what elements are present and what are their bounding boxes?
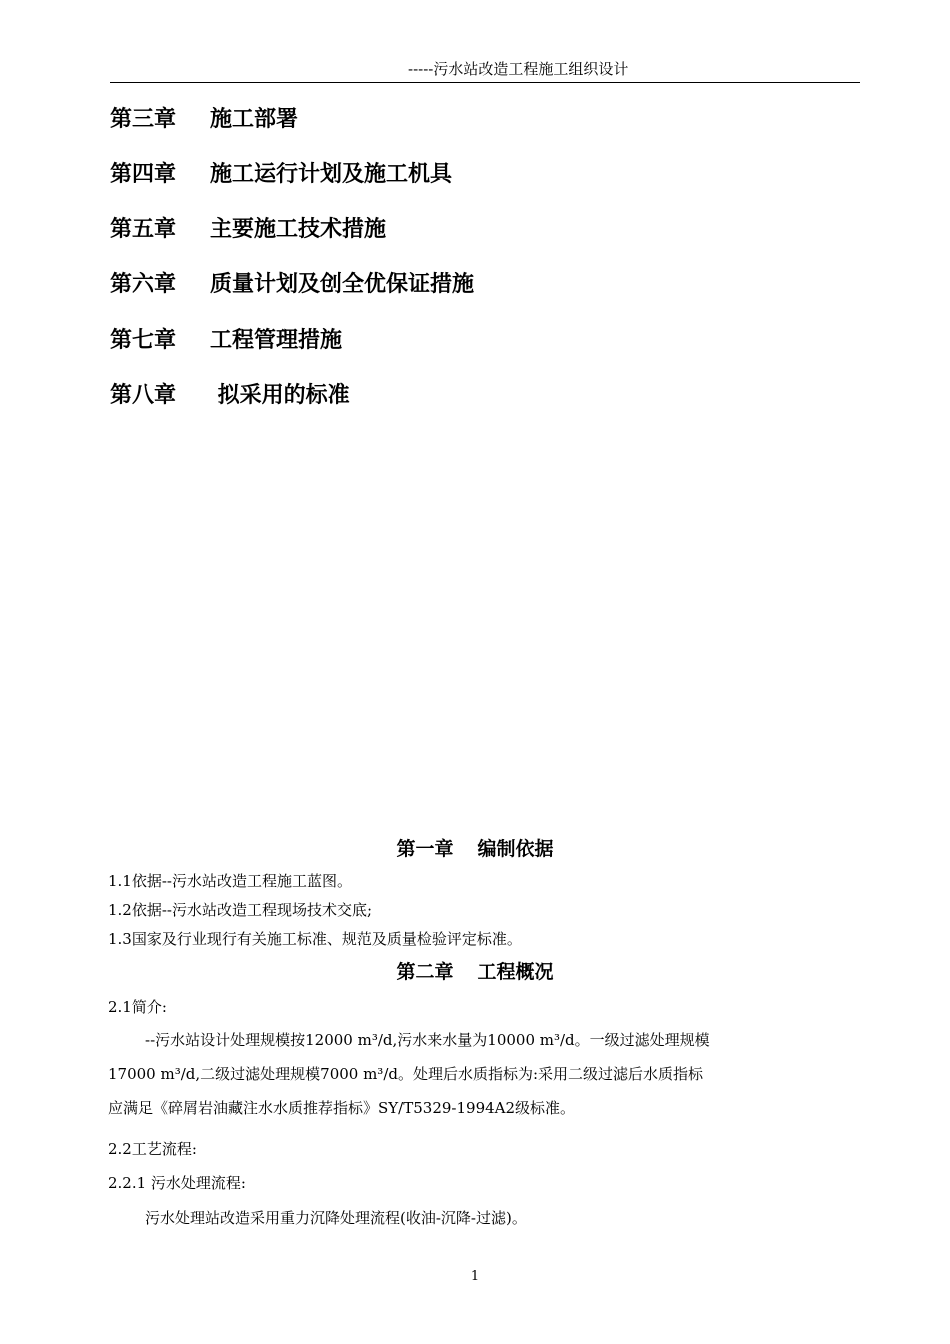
header-title: -----污水站改造工程施工组织设计	[408, 60, 629, 78]
page-header	[110, 58, 860, 83]
section-2-2-heading: 2.2工艺流程:	[108, 1140, 197, 1158]
toc-chapter-title: 主要施工技术措施	[210, 217, 387, 242]
chapter-1-item: 1.1依据--污水站改造工程施工蓝图。	[108, 872, 352, 890]
toc-item-chapter-8	[110, 378, 350, 409]
chapter-2-heading	[0, 957, 950, 984]
toc-item-chapter-6	[110, 267, 474, 298]
toc-chapter-title: 施工运行计划及施工机具	[210, 162, 453, 187]
chapter-2-number: 第二章	[396, 961, 454, 983]
toc-item-chapter-7	[110, 323, 342, 354]
toc-chapter-title: 质量计划及创全优保证措施	[210, 272, 475, 297]
toc-item-chapter-3	[110, 102, 298, 133]
chapter-1-heading	[0, 834, 950, 861]
chapter-1-title: 编制依据	[477, 838, 554, 860]
toc-chapter-title: 施工部署	[210, 107, 299, 132]
toc-chapter-title: 拟采用的标准	[210, 383, 350, 408]
intro-line: 17000 m³/d,二级过滤处理规模7000 m³/d。处理后水质指标为:采用二级过滤后水质指标	[108, 1065, 704, 1083]
intro-paragraph	[108, 1023, 860, 1125]
toc-chapter-number: 第七章	[110, 328, 177, 353]
intro-line: 应满足《碎屑岩油藏注水水质推荐指标》SY/T5329-1994A2级标准。	[108, 1099, 576, 1117]
toc-chapter-number: 第八章	[110, 383, 177, 408]
process-flow-text: 污水处理站改造采用重力沉降处理流程(收油-沉降-过滤)。	[145, 1209, 527, 1227]
toc-chapter-title: 工程管理措施	[210, 328, 343, 353]
page-number: 1	[470, 1269, 480, 1284]
intro-line: --污水站设计处理规模按12000 m³/d,污水来水量为10000 m³/d。一级过滤处理规模	[145, 1031, 710, 1049]
chapter-1-number: 第一章	[396, 838, 454, 860]
chapter-1-item: 1.3国家及行业现行有关施工标准、规范及质量检验评定标准。	[108, 930, 522, 948]
section-2-1-heading: 2.1简介:	[108, 998, 167, 1016]
toc-item-chapter-4	[110, 157, 452, 188]
section-2-2-1-heading: 2.2.1 污水处理流程:	[108, 1174, 246, 1192]
toc-chapter-number: 第五章	[110, 217, 177, 242]
chapter-1-item: 1.2依据--污水站改造工程现场技术交底;	[108, 901, 373, 919]
chapter-2-title: 工程概况	[477, 961, 554, 983]
toc-chapter-number: 第四章	[110, 162, 177, 187]
toc-chapter-number: 第三章	[110, 107, 177, 132]
toc-item-chapter-5	[110, 212, 386, 243]
toc-chapter-number: 第六章	[110, 272, 177, 297]
